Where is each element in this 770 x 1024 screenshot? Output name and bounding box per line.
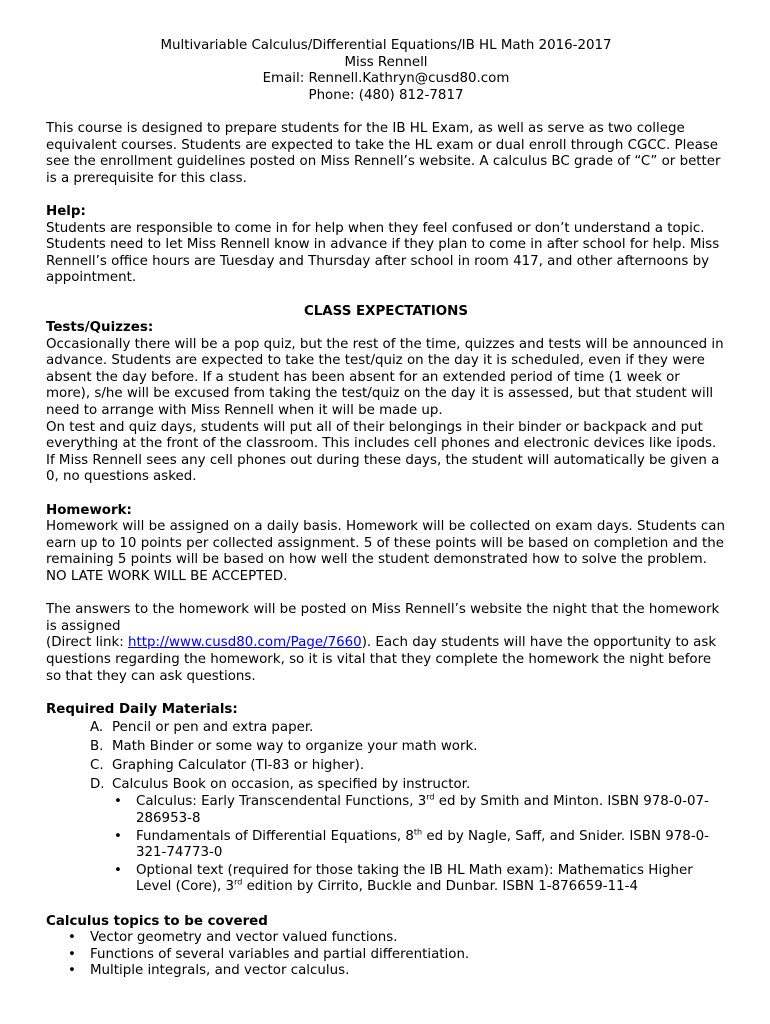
direct-link-suffix: ). Each day students will have the opportunity to ask questions regarding the homework, so it is vital that they complete the homework the night before so that they can ask questions. [46,635,717,684]
bullet-icon: • [114,828,122,844]
bullet-icon: • [68,930,76,946]
teacher-phone: Phone: (480) 812-7817 [308,87,464,103]
bullet-icon: • [114,862,122,878]
list-marker: A. [90,720,104,736]
teacher-name: Miss Rennell [344,54,428,70]
bullet-icon: • [68,946,76,962]
topics-list [46,930,726,980]
tests-paragraph-2: On test and quiz days, students will put all of their belongings in their binder or backpack and put everything at the front of the classroom. This includes cell phones and electronic devices like ipods. If Miss Rennell sees any cell phones out during these days, the student will automatically be given a 0, no questions asked. [46,419,720,485]
textbook-list [46,794,726,896]
materials-list [46,718,726,794]
spacer [46,486,726,503]
topic-item: • Multiple integrals, and vector calculus. [68,963,350,979]
bullet-icon: • [114,794,122,810]
spacer [46,586,726,603]
course-title: Multivariable Calculus/Differential Equations/IB HL Math 2016-2017 [160,38,612,53]
list-marker: B. [90,739,104,755]
topic-item: • Vector geometry and vector valued functions. [68,930,398,946]
list-item-text: Math Binder or some way to organize your math work. [112,739,478,755]
list-item-text: Calculus Book on occasion, as specified by instructor. [112,777,471,793]
list-marker: D. [90,777,105,793]
teacher-email: Email: Rennell.Kathryn@cusd80.com [262,71,510,87]
tests-paragraph-1: Occasionally there will be a pop quiz, but the rest of the time, quizzes and tests will be announced in advance. Students are expected to take the test/quiz on the day it is scheduled, even if they were absent the day before. If a student has been absent for an extended period of time (1 week or more), s/he will be excused from taking the test/quiz on the day it is assessed, but that student will need to arrange with Miss Rennell when it will be made up. [46,336,724,419]
help-paragraph: Students are responsible to come in for help when they feel confused or don’t understand a topic. Students need to let Miss Rennell know in advance if they plan to come in after school for help. Miss Rennell’s office hours are Tuesday and Thursday after school in room 417, and other afternoons by appointment. [46,220,720,286]
list-item [90,737,726,756]
list-item [90,756,726,775]
textbook-item: • Fundamentals of Differential Equations, 8th ed by Nagle, Saff, and Snider. ISBN 978-0-321-74773-0 [114,827,710,861]
topic-item: • Functions of several variables and partial differentiation. [68,946,470,962]
homework-paragraph-3 [46,635,726,685]
textbook-item: • Calculus: Early Transcendental Functions, 3rd ed by Smith and Minton. ISBN 978-0-07-286953-8 [114,792,709,826]
list-marker: C. [90,758,104,774]
list-item [90,775,726,794]
homework-paragraph-2: The answers to the homework will be posted on Miss Rennell’s website the night that the homework is assigned [46,602,720,634]
textbook-item: • Optional text (required for those taking the IB HL Math exam): Mathematics Higher Level (Core), 3rd edition by Cirrito, Buckle and Dunbar. ISBN 1-876659-11-4 [114,862,693,895]
spacer [46,287,726,304]
bullet-icon: • [68,963,76,979]
intro-paragraph: This course is designed to prepare students for the IB HL Exam, as well as serve as two college equivalent courses. Students are expected to take the HL exam or dual enroll through CGCC. Please see the enrollment guidelines posted on Miss Rennell’s website. A calculus BC grade of “C” or better is a prerequisite for this class. [46,120,721,186]
homework-link[interactable]: http://www.cusd80.com/Page/7660 [128,635,362,651]
spacer [46,104,726,121]
spacer [46,897,726,914]
homework-paragraph-1: Homework will be assigned on a daily basis. Homework will be collected on exam days. Students can earn up to 10 points per collected assignment. 5 of these points will be based on completion and the remaining 5 points will be based on how well the student demonstrated how to solve the problem. NO LATE WORK WILL BE ACCEPTED. [46,519,725,584]
document-header [46,38,726,104]
help-heading: Help: [46,203,86,219]
list-item [90,718,726,737]
direct-link-prefix: (Direct link: [46,635,129,651]
topics-heading: Calculus topics to be covered [46,913,268,929]
expectations-title: CLASS EXPECTATIONS [303,303,469,319]
homework-heading: Homework: [46,502,132,518]
list-item-text: Graphing Calculator (TI-83 or higher). [112,758,365,774]
spacer [46,187,726,204]
materials-heading: Required Daily Materials: [46,701,238,717]
list-item-text: Pencil or pen and extra paper. [112,720,314,736]
spacer [46,685,726,702]
tests-heading: Tests/Quizzes: [46,320,154,336]
